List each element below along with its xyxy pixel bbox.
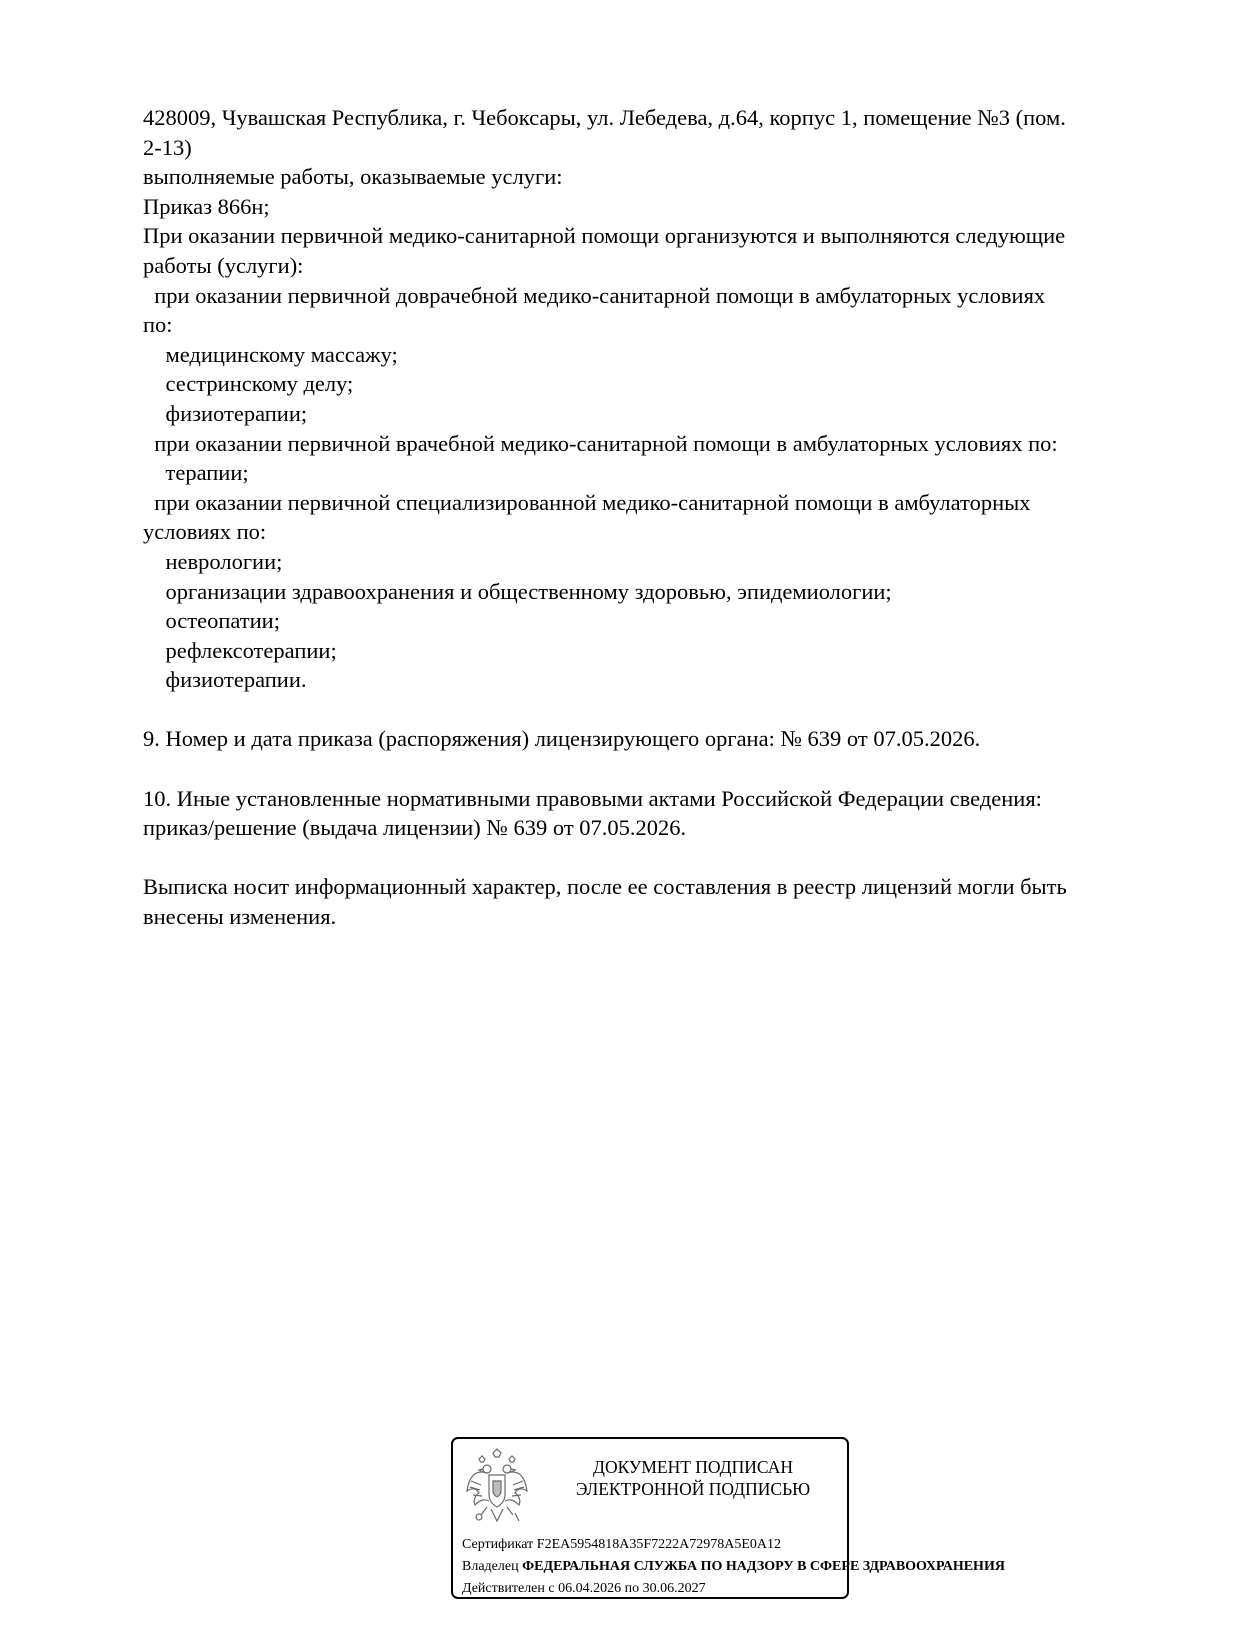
service-item: медицинскому массажу; <box>143 341 398 367</box>
validity-row <box>462 1580 706 1598</box>
service-item: рефлексотерапии; <box>143 637 337 663</box>
works-heading: выполняемые работы, оказываемые услуги: <box>143 164 563 190</box>
prehospital-care-heading-2: по: <box>143 312 173 338</box>
owner-label: Владелец <box>462 1559 519 1574</box>
service-item: неврологии; <box>143 548 283 574</box>
service-item: остеопатии; <box>143 608 280 634</box>
certificate-row <box>462 1536 781 1554</box>
specialized-care-heading-1: при оказании первичной специализированной медико-санитарной помощи в амбулаторных <box>143 489 1031 515</box>
service-item: терапии; <box>143 460 249 486</box>
document-body <box>143 103 1143 932</box>
physician-care-heading: при оказании первичной врачебной медико-санитарной помощи в амбулаторных условиях по: <box>143 430 1058 456</box>
disclaimer-line-1: Выписка носит информационный характер, после ее составления в реестр лицензий могли быть <box>143 874 1067 900</box>
address-line-1: 428009, Чувашская Республика, г. Чебоксары, ул. Лебедева, д.64, корпус 1, помещение №3 (пом. <box>143 105 1066 130</box>
certificate-label: Сертификат <box>462 1537 534 1552</box>
stamp-title-line-1: ДОКУМЕНТ ПОДПИСАН <box>593 1457 793 1477</box>
item-10-line-2: приказ/решение (выдача лицензии) № 639 от 07.05.2026. <box>143 815 687 841</box>
services-intro-2: работы (услуги): <box>143 252 304 278</box>
stamp-title-line-2: ЭЛЕКТРОННОЙ ПОДПИСЬЮ <box>575 1479 811 1499</box>
spacer <box>143 754 1143 784</box>
owner-row <box>462 1558 1005 1576</box>
certificate-value: F2EA5954818A35F7222A72978A5E0A12 <box>536 1537 782 1552</box>
service-item: физиотерапии. <box>143 667 307 693</box>
disclaimer-line-2: внесены изменения. <box>143 904 337 930</box>
electronic-signature-stamp <box>451 1437 1005 1599</box>
prehospital-care-heading-1: при оказании первичной доврачебной медико-санитарной помощи в амбулаторных условиях <box>143 282 1046 308</box>
service-item: сестринскому делу; <box>143 371 354 397</box>
valid-to-date: 30.06.2027 <box>642 1581 706 1596</box>
item-9-order-number: 9. Номер и дата приказа (распоряжения) лицензирующего органа: № 639 от 07.05.2026. <box>143 726 981 752</box>
owner-value: ФЕДЕРАЛЬНАЯ СЛУЖБА ПО НАДЗОРУ В СФЕРЕ ЗДРАВООХРАНЕНИЯ <box>522 1559 1005 1574</box>
valid-from-label: Действителен с <box>462 1581 555 1596</box>
service-item: физиотерапии; <box>143 400 308 426</box>
valid-from-date: 06.04.2026 <box>558 1581 622 1596</box>
valid-to-label: по <box>624 1581 640 1596</box>
spacer <box>143 843 1143 873</box>
service-item: организации здравоохранения и общественному здоровью, эпидемиологии; <box>143 578 892 604</box>
order-reference: Приказ 866н; <box>143 193 270 219</box>
spacer <box>143 695 1143 725</box>
services-intro-1: При оказании первичной медико-санитарной помощи организуются и выполняются следующие <box>143 223 1066 249</box>
russian-coat-of-arms-icon <box>465 1447 529 1527</box>
specialized-care-heading-2: условиях по: <box>143 519 267 545</box>
address-line-2: 2-13) <box>143 134 192 160</box>
item-10-line-1: 10. Иные установленные нормативными правовыми актами Российской Федерации сведения: <box>143 785 1042 811</box>
